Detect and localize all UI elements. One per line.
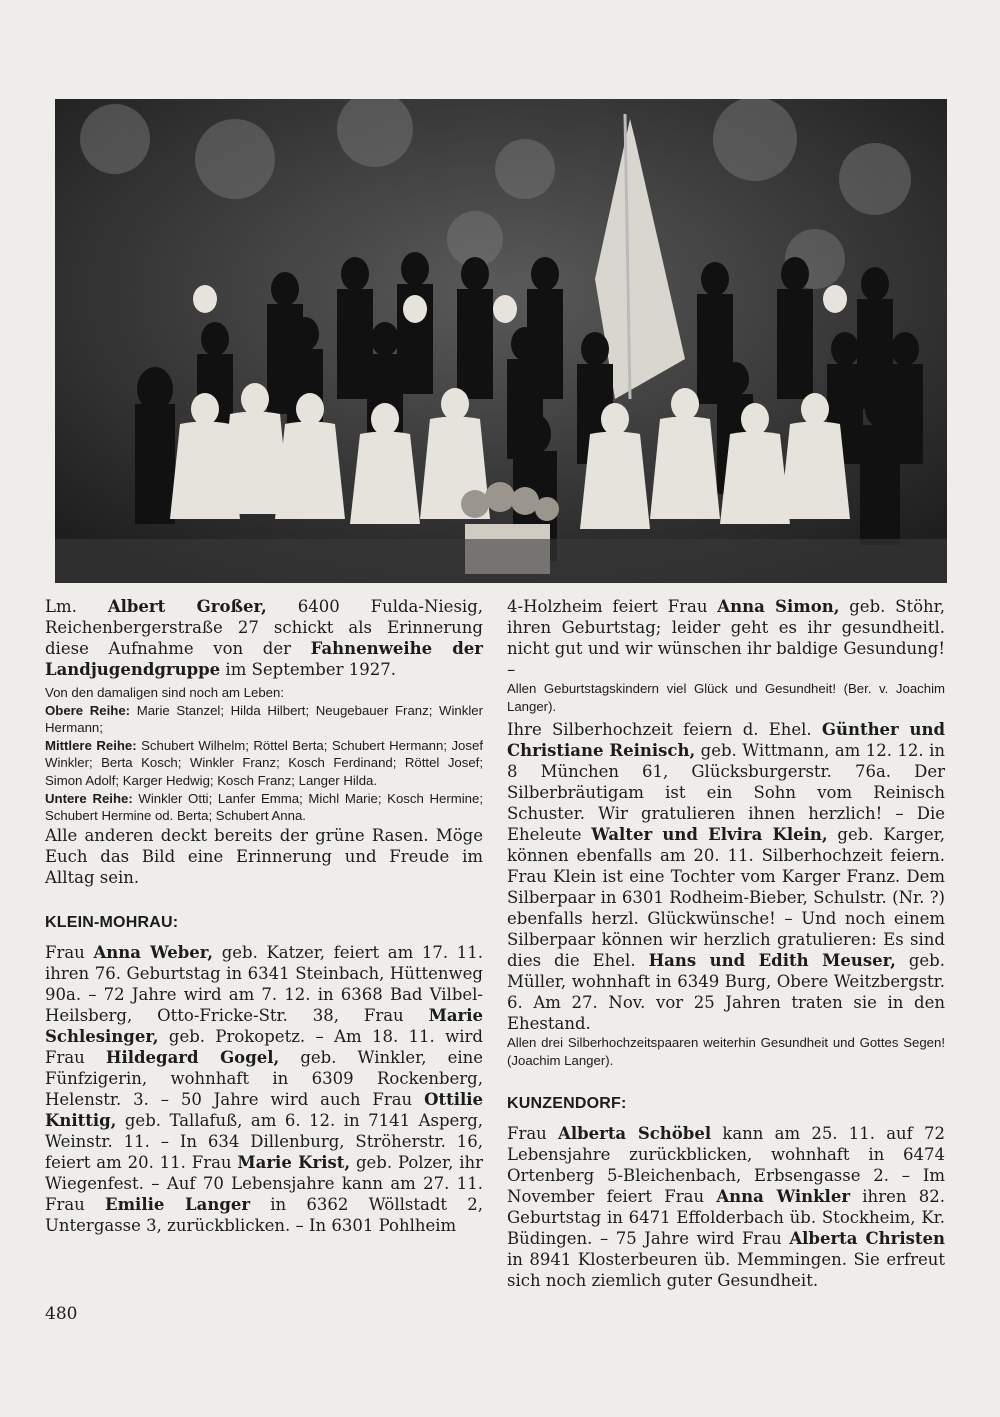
- birthday-wishes-note: Allen Geburtstagskindern viel Glück und Gesundheit! (Ber. v. Joachim Langer).: [507, 681, 945, 714]
- closing-paragraph: Alle anderen deckt bereits der grüne Rasen. Möge Euch das Bild eine Erinnerung und Freude im Alltag sein.: [45, 825, 483, 887]
- silver-wedding-note: Allen drei Silberhochzeitspaaren weiterhin Gesundheit und Gottes Segen! (Joachim Langer).: [507, 1035, 945, 1068]
- klein-mohrau-paragraph: Frau Anna Weber, geb. Katzer, feiert am 17. 11. ihren 76. Geburtstag in 6341 Steinbach, Hüttenweg 90a. – 72 Jahre wird am 7. 12. in 6368 Bad Vilbel-Heilsberg, Otto-Fricke-Str. 38, Frau Marie Schlesinger, geb. Prokopetz. – Am 18. 11. wird Frau Hildegard Gogel, geb. Winkler, eine Fünfzigerin, wohnhaft in 6309 Rockenberg, Helenstr. 3. – 50 Jahre wird auch Frau Ottilie Knittig, geb. Tallafuß, am 6. 12. in 7141 Asperg, Weinstr. 11. – In 634 Dillenburg, Ströherstr. 16, feiert am 20. 11. Frau Marie Krist, geb. Polzer, ihr Wiegenfest. – Auf 70 Lebensjahre kann am 27. 11. Frau Emilie Langer in 6362 Wöllstadt 2, Untergasse 3, zurückblicken. – In 6301 Pohlheim: [45, 942, 484, 1235]
- living-intro: Von den damaligen sind noch am Leben:: [45, 685, 285, 700]
- silver-wedding-paragraph: Ihre Silberhochzeit feiern d. Ehel. Günther und Christiane Reinisch, geb. Wittmann, am 12. 12. in 8 München 61, Glücksburgerstr. 76a. Der Silberbräutigam ist ein Sohn vom Reinisch Schuster. Wir gratulieren ihnen herzlich! – Die Eheleute Walter und Elvira Klein, geb. Karger, können ebenfalls am 20. 11. Silberhochzeit feiern. Frau Klein ist eine Tochter vom Karger Franz. Dem Silberpaar in 6301 Rodheim-Bieber, Schulstr. (Nr. ?) ebenfalls herzl. Glückwünsche! – Und noch einem Silberpaar können wir herzlich gratulieren: Es sind dies die Ehel. Hans und Edith Meuser, geb. Müller, wohnhaft in 6349 Burg, Obere Weitzbergstr. 6. Am 27. Nov. vor 25 Jahren traten sie in den Ehestand.: [507, 720, 945, 1034]
- section-heading-kunzendorf: KUNZENDORF:: [507, 1095, 627, 1113]
- anna-simon-paragraph: 4-Holzheim feiert Frau Anna Simon, geb. Stöhr, ihren Geburtstag; leider geht es ihr gesundheitl. nicht gut und wir wünschen ihr baldige Gesundung! –: [507, 597, 945, 679]
- section-heading-klein-mohrau: KLEIN-MOHRAU:: [45, 913, 179, 931]
- kunzendorf-paragraph: Frau Alberta Schöbel kann am 25. 11. auf 72 Lebensjahre zurückblicken, wohnhaft in 6474 Ortenberg 5-Bleichenbach, Erbsengasse 2. – Im November feiert Frau Anna Winkler ihren 82. Geburtstag in 6471 Effolderbach üb. Stockheim, Kr. Büdingen. – 75 Jahre wird Frau Alberta Christen in 8941 Klosterbeuren üb. Memmingen. Sie erfreut sich noch ziemlich guter Gesundheit.: [507, 1124, 945, 1291]
- intro-paragraph: Lm. Albert Großer, 6400 Fulda-Niesig, Reichenbergerstraße 27 schickt als Erinnerung diese Aufnahme von der Fahnenweihe der Landjugendgruppe im September 1927.: [45, 597, 484, 679]
- page-number: 480: [45, 1304, 78, 1324]
- obere-reihe: Obere Reihe: Marie Stanzel; Hilda Hilbert; Neugebauer Franz; Winkler Hermann;: [45, 702, 483, 736]
- untere-reihe: Untere Reihe: Winkler Otti; Lanfer Emma; Michl Marie; Kosch Hermine; Schubert Hermine od. Berta; Schubert Anna.: [45, 790, 483, 824]
- group-photo: [55, 99, 947, 583]
- right-column: [507, 596, 945, 1291]
- group-photo-illustration: [55, 99, 947, 583]
- left-column: [45, 596, 483, 1236]
- mittlere-reihe: Mittlere Reihe: Schubert Wilhelm; Röttel Berta; Schubert Hermann; Josef Winkler; Berta Kosch; Winkler Franz; Kosch Ferdinand; Röttel Josef; Simon Adolf; Karger Hedwig; Kosch Franz; Langer Hilda.: [45, 737, 483, 788]
